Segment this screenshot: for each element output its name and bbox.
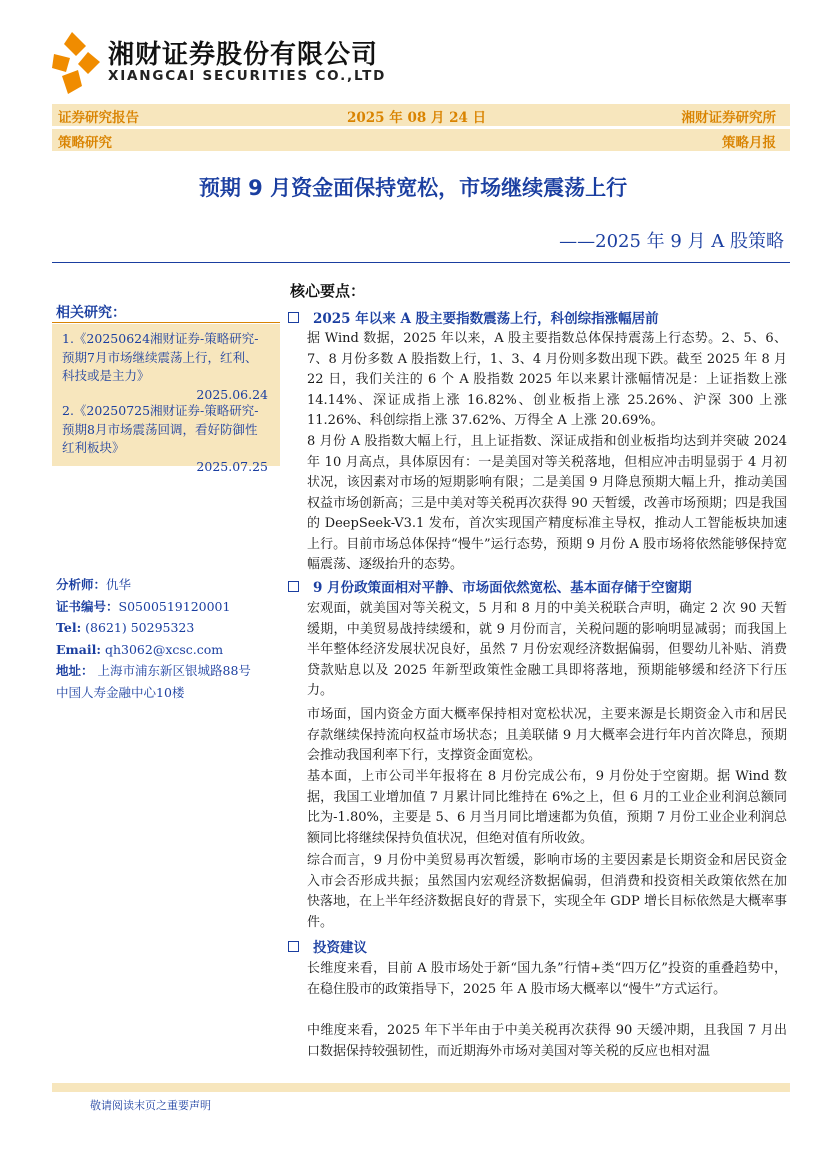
body-paragraph: 中维度来看，2025 年下半年由于中美关税再次获得 90 天缓冲期，且我国 7 月出口数据保持较强韧性，而近期海外市场对美国对等关税的反应也相对温 [307,1023,787,1059]
report-date: 2025 年 08 月 24 日 [347,110,487,126]
body-paragraph: 据 Wind 数据，2025 年以来，A 股主要指数总体保持震荡上行态势。2、5、6、7、8 月份多数 A 股指数上行，1、3、4 月份则多数出现下跌。截至 2025 年 8 月 22 日，我们关注的 6 个 A 股指数 2025 年以来累计涨幅情况是：上证指数上涨 14.14%、深证成指上涨 16.82%、创业板指上涨 25.26%、沪深 300 上涨 11.26%、科创综指上涨 37.62%、万得全 A 上涨 20.69%。 [307,331,787,428]
related-research-date: 2025.06.24 [196,386,268,402]
company-name-en: XIANGCAI SECURITIES CO.,LTD [108,68,387,84]
body-paragraph: 基本面，上市公司半年报将在 8 月份完成公布，9 月份处于空窗期。据 Wind 数据，我国工业增加值 7 月累计同比维持在 6%之上，但 6 月的工业企业利润总额同比为-1.80%，主要是 5、6 月当月同比增速都为负值，预期 7 月份工业企业利润总额同比将继续保持负值状况，但绝对值有所收敛。 [307,769,787,846]
core-points-title: 核心要点： [290,282,366,300]
analyst-name: 仇华 [106,577,132,592]
institute-name: 湘财证券研究所 [681,110,776,126]
header-bar-top [52,103,790,126]
tel-number: (8621) 50295323 [85,620,195,635]
report-category: 策略研究 [58,135,112,151]
related-research-text: 1.《20250624湘财证券-策略研究-预期7月市场继续震荡上行，红利、科技或是主力》 [62,331,259,383]
tel-label: Tel: [56,620,82,635]
email-link[interactable]: qh3062@xcsc.com [104,641,224,657]
body-paragraph: 市场面，国内资金方面大概率保持相对宽松状况，主要来源是长期资金入市和居民存款继续保持流向权益市场状态；且美联储 9 月大概率会进行年内首次降息，预期会推动我国利率下行，支撑资金面宽松。 [307,707,787,763]
body-paragraph: 8 月份 A 股指数大幅上行，且上证指数、深证成指和创业板指均达到并突破 2024 年 10 月高点，具体原因有：一是美国对等关税落地，但相应冲击明显弱于 4 月初状况，该因素对市场的短期影响有限；二是美国 9 月降息预期大幅上升，推动美国权益市场创新高；三是中美对等关税再次获得 90 天暂缓，改善市场预期；四是我国的 DeepSeek-V3.1 发布，首次实现国产精度标准主导权，推动人工智能板块加速上行。目前市场总体保持“慢牛”运行态势，预期 9 月份 A 股市场将依然能够保持宽幅震荡、逐级抬升的态势。 [307,434,787,572]
related-research-text: 2.《20250725湘财证券-策略研究-预期8月市场震荡回调，看好防御性红利板块》 [62,403,259,455]
related-research-item[interactable] [62,330,268,404]
body-paragraph: 综合而言，9 月份中美贸易再次暂缓，影响市场的主要因素是长期资金和居民资金入市会否形成共振；虽然国内宏观经济数据偏弱，但消费和投资相关政策依然在加快落地，在上半年经济数据良好的背景下，实现全年 GDP 增长目标依然是大概率事件。 [307,853,787,930]
section-heading: 9 月份政策面相对平静、市场面依然宽松、基本面存储于空窗期 [288,576,692,596]
body-paragraph: 长维度来看，目前 A 股市场处于新“国九条”行情+类“四万亿”投资的重叠趋势中，在稳住股市的政策指导下，2025 年 A 股市场大概率以“慢牛”方式运行。 [307,961,787,997]
company-logo-icon [52,32,102,94]
address-label: 地址： [56,663,94,678]
footer-disclaimer-link[interactable]: 敬请阅读末页之重要声明 [90,1099,211,1112]
footer-bar [52,1083,790,1092]
checkbox-bullet-icon [288,312,299,323]
section-heading: 投资建议 [288,936,367,956]
checkbox-bullet-icon [288,581,299,592]
report-subtitle: ——2025 年 9 月 A 股策略 [559,231,784,252]
section-heading: 2025 年以来 A 股主要指数震荡上行，科创综指涨幅居前 [288,307,659,327]
sidebar-divider [52,322,280,323]
cert-number: S0500519120001 [118,598,231,614]
related-research-item[interactable] [62,402,268,476]
address-line-1: 上海市浦东新区银城路88号 [97,663,251,678]
analyst-label: 分析师： [56,577,107,592]
related-research-date: 2025.07.25 [196,458,268,474]
related-research-title: 相关研究： [56,305,126,321]
report-kind: 策略月报 [722,135,776,151]
analyst-info [56,574,286,703]
report-type: 证券研究报告 [58,110,139,126]
title-divider [52,262,790,263]
header-bar-bottom [52,128,790,151]
report-title: 预期 9 月资金面保持宽松，市场继续震荡上行 [198,176,628,200]
cert-label: 证书编号： [56,598,119,614]
company-name-cn: 湘财证券股份有限公司 [108,40,379,70]
email-label: Email: [56,641,101,657]
address-line-2: 中国人寿金融中心10楼 [56,684,185,700]
checkbox-bullet-icon [288,941,299,952]
related-research-list [52,324,280,474]
body-paragraph: 宏观面，就美国对等关税文，5 月和 8 月的中美关税联合声明，确定 2 次 90 天暂缓期，中美贸易战持续缓和，就 9 月份而言，关税问题的影响明显减弱；而我国上半年整体经济发展状况良好，虽然 7 月份宏观经济数据偏弱，但婴幼儿补贴、消费贷款贴息以及 2025 年新型政策性金融工具即将落地，预期能够缓和经济下行压力。 [307,601,787,698]
